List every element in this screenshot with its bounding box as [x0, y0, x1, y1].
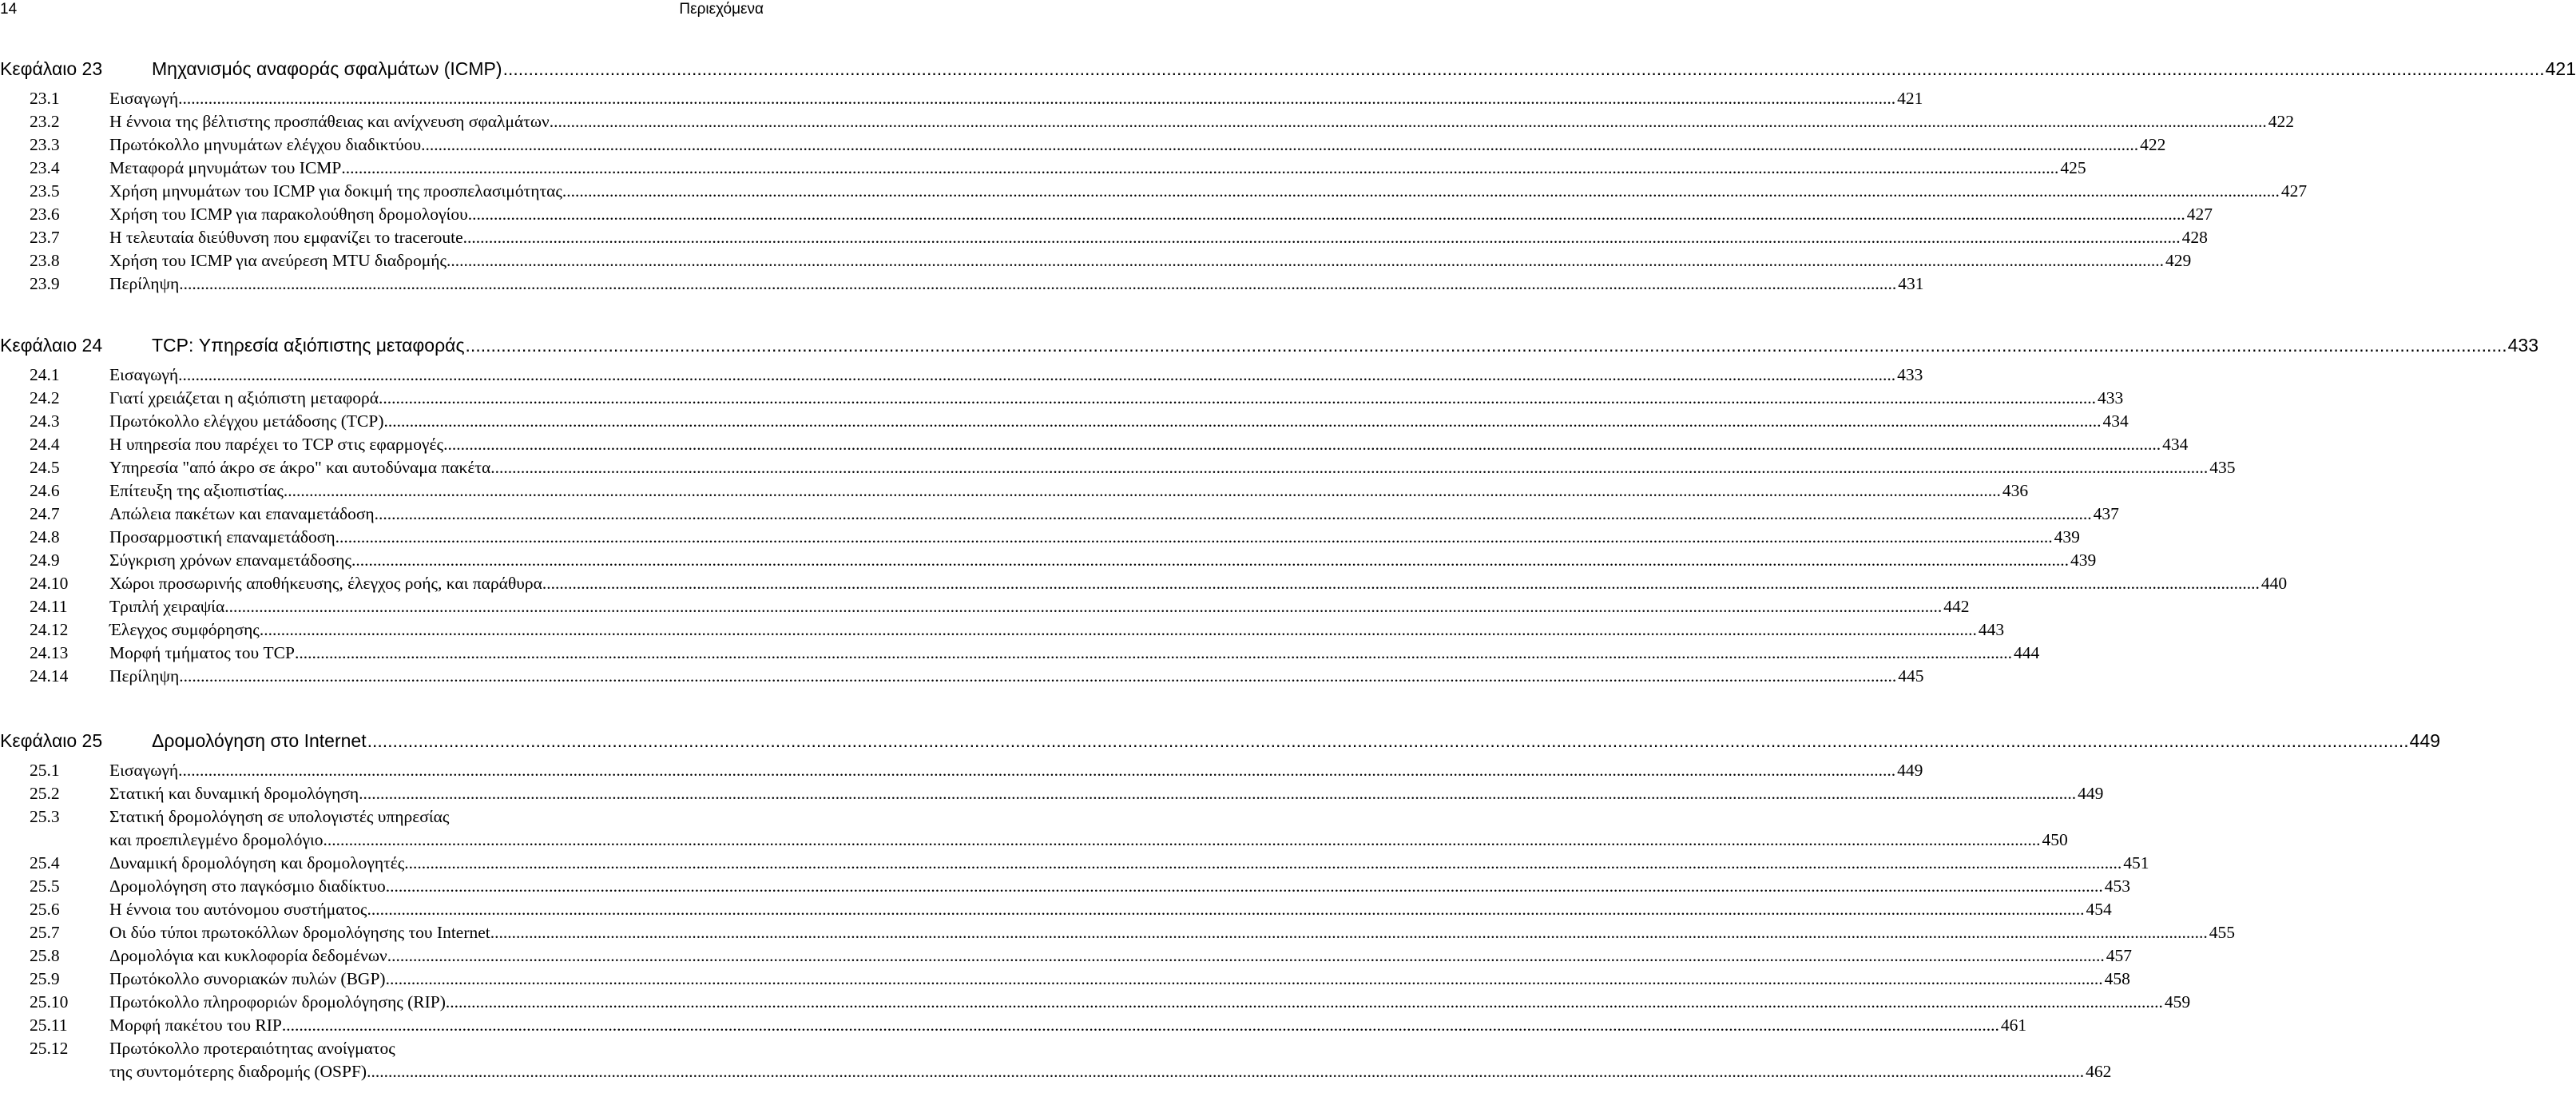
entry-title: Γιατί χρειάζεται η αξιόπιστη μεταφορά: [109, 388, 379, 407]
dot-leader: ................................................................................................................................................................................................................................................................................................................................................................................................................: [383, 411, 2102, 431]
entry-number: 23.1: [30, 89, 60, 108]
dot-leader: ................................................................................................................................................................................................................................................................................................................................................................................................................: [178, 761, 1896, 780]
chapter-label: Κεφάλαιο 25: [0, 730, 103, 751]
entry-number: 23.9: [30, 274, 60, 293]
entry-number: 24.2: [30, 388, 60, 407]
toc-entry[interactable]: [0, 203, 2213, 226]
entry-number: 25.9: [30, 969, 60, 988]
dot-leader: ................................................................................................................................................................................................................................................................................................................................................................................................................: [542, 574, 2260, 593]
entry-page: 433: [2097, 388, 2124, 407]
entry-number: 25.2: [30, 784, 60, 803]
chapter-label: Κεφάλαιο 24: [0, 335, 103, 356]
entry-title: Η έννοια της βέλτιστης προσπάθειας και ανίχνευση σφαλμάτων: [109, 112, 550, 131]
dot-leader: ................................................................................................................................................................................................................................................................................................................................................................................................................: [359, 784, 2077, 803]
chapter-title: Μηχανισμός αναφοράς σφαλμάτων (ICMP): [152, 58, 502, 79]
dot-leader: ................................................................................................................................................................................................................................................................................................................................................................................................................: [445, 992, 2163, 1012]
entry-number: 24.4: [30, 435, 60, 454]
entry-number: 24.3: [30, 411, 60, 431]
entry-page: 435: [2209, 458, 2236, 477]
toc-entry[interactable]: [0, 991, 2191, 1014]
entry-page: 434: [2162, 435, 2189, 454]
entry-title: Χώροι προσωρινής αποθήκευσης, έλεγχος ροής, και παράθυρα: [109, 574, 542, 593]
entry-title: Σύγκριση χρόνων επαναμετάδοσης: [109, 550, 352, 570]
entry-number: 24.9: [30, 550, 60, 570]
toc-entry[interactable]: [0, 387, 2124, 410]
page-number: 14: [0, 1, 18, 18]
entry-title: Περίληψη: [109, 274, 180, 293]
entry-page: 434: [2102, 411, 2129, 431]
entry-page: 439: [2054, 527, 2080, 546]
entry-title: Εισαγωγή: [109, 761, 179, 780]
entry-page: 461: [2000, 1015, 2027, 1035]
toc-entry[interactable]: [0, 110, 2295, 133]
chapter-heading[interactable]: [0, 725, 2441, 759]
entry-page: 429: [2165, 251, 2192, 270]
entry-title: Πρωτόκολλο συνοριακών πυλών (BGP): [109, 969, 386, 988]
entry-title: Υπηρεσία "από άκρο σε άκρο" και αυτοδύναμα πακέτα: [109, 458, 491, 477]
entry-number: 24.10: [30, 574, 69, 593]
entry-page: 431: [1898, 274, 1924, 293]
toc-entry[interactable]: [0, 364, 1923, 387]
entry-number: 25.6: [30, 900, 60, 919]
dot-leader: ................................................................................................................................................................................................................................................................................................................................................................................................................: [387, 946, 2105, 965]
entry-number: 25.7: [30, 923, 60, 942]
entry-page: 451: [2123, 853, 2149, 872]
dot-leader: ................................................................................................................................................................................................................................................................................................................................................................................................................: [179, 274, 1897, 293]
entry-title: Προσαρμοστική επαναμετάδοση: [109, 527, 335, 546]
entry-title: Η τελευταία διεύθυνση που εμφανίζει το traceroute: [109, 228, 463, 247]
entry-number: 25.5: [30, 876, 60, 896]
toc-entry[interactable]: [0, 572, 2288, 595]
toc-entry[interactable]: [0, 642, 2040, 665]
dot-leader: ................................................................................................................................................................................................................................................................................................................................................................................................................: [549, 112, 2267, 131]
entry-number: 25.1: [30, 761, 60, 780]
entry-number: 24.1: [30, 365, 60, 384]
chapter-label: Κεφάλαιο 23: [0, 58, 103, 79]
dot-leader: ................................................................................................................................................................................................................................................................................................................................................................................................................: [502, 58, 2545, 79]
toc-entry[interactable]: [0, 944, 2132, 968]
entry-page: 427: [2186, 205, 2213, 224]
entry-title: Μορφή τμήματος του TCP: [109, 643, 295, 662]
entry-page: 455: [2209, 923, 2236, 942]
chapter-page: 421: [2545, 58, 2576, 79]
entry-title: της συντομότερης διαδρομής (OSPF): [109, 1062, 367, 1081]
entry-page: 442: [1943, 597, 1970, 616]
entry-number: 25.11: [30, 1015, 68, 1035]
entry-title: Τριπλή χειραψία: [109, 597, 225, 616]
chapter-heading[interactable]: [0, 54, 2576, 87]
entry-list: [0, 759, 2236, 1083]
dot-leader: ................................................................................................................................................................................................................................................................................................................................................................................................................: [404, 853, 2122, 872]
entry-title: Μεταφορά μηνυμάτων του ICMP: [109, 158, 342, 177]
toc-entry[interactable]: [0, 759, 1923, 782]
entry-number: 23.3: [30, 135, 60, 154]
entry-number: 25.4: [30, 853, 60, 872]
entry-number: 24.7: [30, 504, 60, 523]
entry-title: Απώλεια πακέτων και επαναμετάδοση: [109, 504, 375, 523]
entry-number: 24.5: [30, 458, 60, 477]
dot-leader: ................................................................................................................................................................................................................................................................................................................................................................................................................: [294, 643, 2012, 662]
toc-entry[interactable]: [0, 782, 2104, 805]
toc-entry[interactable]: [0, 921, 2236, 944]
dot-leader: ................................................................................................................................................................................................................................................................................................................................................................................................................: [323, 830, 2041, 849]
entry-title: Στατική και δυναμική δρομολόγηση: [109, 784, 359, 803]
running-header: [0, 0, 767, 21]
entry-title: Πρωτόκολλο ελέγχου μετάδοσης (TCP): [109, 411, 384, 431]
entry-title: Εισαγωγή: [109, 89, 179, 108]
entry-number: 23.7: [30, 228, 60, 247]
entry-page: 458: [2104, 969, 2130, 988]
entry-page: 449: [2078, 784, 2104, 803]
entry-title: Έλεγχος συμφόρησης: [109, 620, 260, 639]
entry-page: 443: [1978, 620, 2005, 639]
entry-title: και προεπιλεγμένο δρομολόγιο: [109, 830, 323, 849]
chapter-heading[interactable]: [0, 330, 2538, 364]
entry-number: 24.8: [30, 527, 60, 546]
toc-entry[interactable]: [0, 549, 2097, 572]
dot-leader: ................................................................................................................................................................................................................................................................................................................................................................................................................: [467, 205, 2185, 224]
dot-leader: ................................................................................................................................................................................................................................................................................................................................................................................................................: [447, 251, 2165, 270]
entry-page: 437: [2093, 504, 2119, 523]
entry-page: 445: [1898, 666, 1924, 686]
entry-title: Πρωτόκολλο μηνυμάτων ελέγχου διαδικτύου: [109, 135, 422, 154]
entry-number: 25.12: [30, 1039, 69, 1058]
dot-leader: ................................................................................................................................................................................................................................................................................................................................................................................................................: [367, 900, 2085, 919]
entry-number: 23.8: [30, 251, 60, 270]
chapter-page: 449: [2409, 730, 2441, 751]
toc-entry[interactable]: [0, 410, 2129, 433]
toc-entry[interactable]: [0, 272, 1924, 296]
dot-leader: ................................................................................................................................................................................................................................................................................................................................................................................................................: [179, 666, 1897, 686]
entry-page: 436: [2002, 481, 2029, 500]
dot-leader: ................................................................................................................................................................................................................................................................................................................................................................................................................: [341, 158, 2059, 177]
entry-title: Πρωτόκολλο πληροφοριών δρομολόγησης (RIP): [109, 992, 446, 1012]
entry-page: 425: [2060, 158, 2086, 177]
entry-page: 428: [2181, 228, 2208, 247]
dot-leader: ................................................................................................................................................................................................................................................................................................................................................................................................................: [421, 135, 2139, 154]
entry-list: [0, 87, 2308, 296]
entry-page: 457: [2106, 946, 2132, 965]
dot-leader: ................................................................................................................................................................................................................................................................................................................................................................................................................: [283, 481, 2001, 500]
chapter-section: [0, 330, 2538, 688]
toc-entry[interactable]: [0, 875, 2131, 898]
dot-leader: ................................................................................................................................................................................................................................................................................................................................................................................................................: [351, 550, 2070, 570]
entry-title: Επίτευξη της αξιοπιστίας: [109, 481, 284, 500]
entry-page: 422: [2140, 135, 2166, 154]
entry-number: 23.6: [30, 205, 60, 224]
toc-entry[interactable]: [0, 1014, 2027, 1037]
chapter-page: 433: [2507, 335, 2538, 356]
chapter-section: [0, 725, 2441, 1083]
entry-page: 462: [2086, 1062, 2112, 1081]
toc-entry[interactable]: [0, 249, 2192, 272]
entry-page: 439: [2070, 550, 2097, 570]
entry-number: 24.12: [30, 620, 69, 639]
entry-number: 23.2: [30, 112, 60, 131]
entry-number: 24.14: [30, 666, 69, 686]
entry-title: Η έννοια του αυτόνομου συστήματος: [109, 900, 367, 919]
dot-leader: ................................................................................................................................................................................................................................................................................................................................................................................................................: [281, 1015, 1999, 1035]
entry-title-line1: Πρωτόκολλο προτεραιότητας ανοίγματος: [109, 1039, 395, 1058]
entry-number: 24.13: [30, 643, 69, 662]
dot-leader: ................................................................................................................................................................................................................................................................................................................................................................................................................: [385, 969, 2103, 988]
dot-leader: ................................................................................................................................................................................................................................................................................................................................................................................................................: [178, 365, 1896, 384]
toc-entry[interactable]: [0, 433, 2189, 456]
entry-number: 24.11: [30, 597, 68, 616]
entry-title: Η υπηρεσία που παρέχει το TCP στις εφαρμογές: [109, 435, 444, 454]
toc-entry[interactable]: [0, 180, 2308, 203]
entry-page: 427: [2280, 181, 2308, 201]
toc-entry[interactable]: [0, 968, 2130, 991]
entry-number: 24.6: [30, 481, 60, 500]
entry-title: Δρομολόγηση στο παγκόσμιο διαδίκτυο: [109, 876, 386, 896]
toc-entry[interactable]: [0, 157, 2086, 180]
entry-number: 25.8: [30, 946, 60, 965]
entry-title: Περίληψη: [109, 666, 180, 686]
entry-page: 453: [2104, 876, 2131, 896]
dot-leader: ................................................................................................................................................................................................................................................................................................................................................................................................................: [462, 228, 2181, 247]
toc-entry[interactable]: [0, 456, 2236, 479]
entry-number: 23.4: [30, 158, 60, 177]
entry-page: 459: [2164, 992, 2191, 1012]
dot-leader: ................................................................................................................................................................................................................................................................................................................................................................................................................: [367, 1062, 2085, 1081]
entry-title: Χρήση μηνυμάτων του ICMP για δοκιμή της προσπελασιμότητας: [109, 181, 562, 201]
entry-title: Χρήση του ICMP για παρακολούθηση δρομολογίου: [109, 205, 468, 224]
toc-entry[interactable]: [0, 618, 2005, 642]
entry-title: Οι δύο τύποι πρωτοκόλλων δρομολόγησης του Internet: [109, 923, 490, 942]
toc-entry[interactable]: [0, 526, 2080, 549]
chapter-section: [0, 54, 2576, 296]
entry-title: Μορφή πακέτου του RIP: [109, 1015, 282, 1035]
entry-page: 449: [1897, 761, 1923, 780]
entry-list: [0, 364, 2288, 688]
dot-leader: ................................................................................................................................................................................................................................................................................................................................................................................................................: [224, 597, 1943, 616]
entry-title: Χρήση του ICMP για ανεύρεση MTU διαδρομής: [109, 251, 447, 270]
toc-entry[interactable]: [0, 1037, 2112, 1083]
entry-page: 422: [2268, 112, 2295, 131]
running-title: Περιεχόμενα: [679, 1, 764, 18]
entry-page: 450: [2042, 830, 2068, 849]
toc-entry[interactable]: [0, 226, 2208, 249]
entry-number: 25.10: [30, 992, 69, 1012]
chapter-title: Δρομολόγηση στο Internet: [152, 730, 367, 751]
entry-page: 444: [2013, 643, 2040, 662]
entry-page: 440: [2260, 574, 2288, 593]
entry-number: 25.3: [30, 807, 60, 826]
entry-title: Δρομολόγια και κυκλοφορία δεδομένων: [109, 946, 387, 965]
dot-leader: ................................................................................................................................................................................................................................................................................................................................................................................................................: [562, 181, 2280, 201]
entry-title: Δυναμική δρομολόγηση και δρομολογητές: [109, 853, 405, 872]
dot-leader: ................................................................................................................................................................................................................................................................................................................................................................................................................: [335, 527, 2053, 546]
entry-title-line1: Στατική δρομολόγηση σε υπολογιστές υπηρεσίας: [109, 807, 450, 826]
toc-entry[interactable]: [0, 87, 1923, 110]
dot-leader: ................................................................................................................................................................................................................................................................................................................................................................................................................: [443, 435, 2161, 454]
dot-leader: ................................................................................................................................................................................................................................................................................................................................................................................................................: [367, 730, 2409, 751]
toc-entry[interactable]: [0, 503, 2119, 526]
dot-leader: ................................................................................................................................................................................................................................................................................................................................................................................................................: [490, 923, 2208, 942]
dot-leader: ................................................................................................................................................................................................................................................................................................................................................................................................................: [374, 504, 2092, 523]
entry-page: 454: [2086, 900, 2112, 919]
toc-entry[interactable]: [0, 898, 2112, 921]
entry-page: 421: [1897, 89, 1923, 108]
toc-entry[interactable]: [0, 852, 2149, 875]
chapter-title: TCP: Υπηρεσία αξιόπιστης μεταφοράς: [152, 335, 465, 356]
dot-leader: ................................................................................................................................................................................................................................................................................................................................................................................................................: [259, 620, 1977, 639]
dot-leader: ................................................................................................................................................................................................................................................................................................................................................................................................................: [378, 388, 2096, 407]
entry-number: 23.5: [30, 181, 60, 201]
dot-leader: ................................................................................................................................................................................................................................................................................................................................................................................................................: [490, 458, 2209, 477]
dot-leader: ................................................................................................................................................................................................................................................................................................................................................................................................................: [465, 335, 2507, 356]
entry-page: 433: [1897, 365, 1923, 384]
toc-entry[interactable]: [0, 479, 2029, 503]
entry-title: Εισαγωγή: [109, 365, 179, 384]
toc-entry[interactable]: [0, 665, 1924, 688]
dot-leader: ................................................................................................................................................................................................................................................................................................................................................................................................................: [178, 89, 1896, 108]
toc-entry[interactable]: [0, 133, 2166, 157]
toc-entry[interactable]: [0, 595, 1970, 618]
dot-leader: ................................................................................................................................................................................................................................................................................................................................................................................................................: [385, 876, 2103, 896]
toc-entry[interactable]: [0, 805, 2068, 852]
